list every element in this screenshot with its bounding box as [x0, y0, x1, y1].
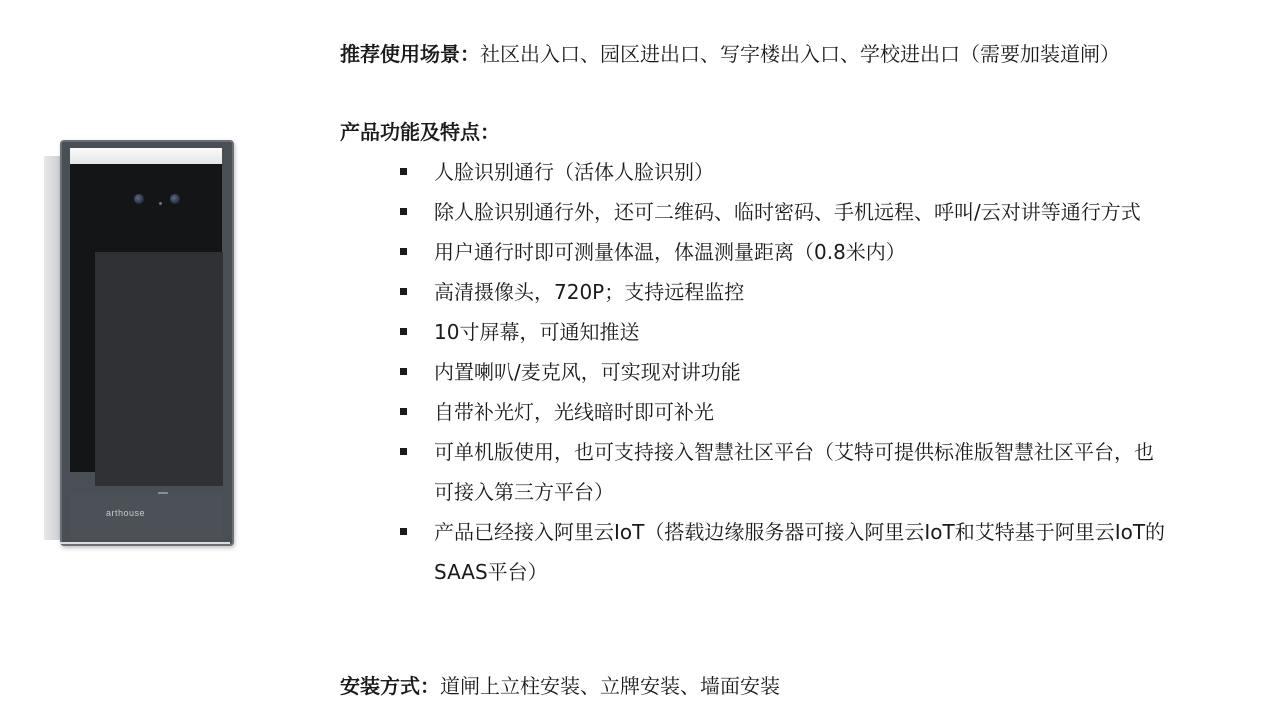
feature-item	[340, 432, 1260, 472]
feature-item	[340, 512, 1260, 552]
feature-item-text: 可单机版使用，也可支持接入智慧社区平台（艾特可提供标准版智慧社区平台，也	[434, 440, 1154, 464]
bullet-square-icon	[400, 408, 407, 415]
features-heading-text: 产品功能及特点：	[340, 120, 500, 144]
install-text: 道闸上立柱安装、立牌安装、墙面安装	[440, 674, 780, 698]
scenario-label: 推荐使用场景：	[340, 42, 480, 66]
feature-list	[340, 152, 1260, 592]
device-logo: arthouse	[106, 508, 146, 518]
feature-item-continuation	[340, 472, 1260, 512]
feature-item-text: SAAS平台）	[434, 560, 548, 584]
feature-item-text: 用户通行时即可测量体温，体温测量距离（0.8米内）	[434, 240, 906, 264]
feature-item-text: 内置喇叭/麦克风，可实现对讲功能	[434, 360, 741, 384]
feature-item-text: 高清摄像头，720P；支持远程监控	[434, 280, 745, 304]
feature-item	[340, 352, 1260, 392]
feature-item	[340, 152, 1260, 192]
bullet-square-icon	[400, 368, 407, 375]
bullet-square-icon	[400, 168, 407, 175]
feature-item-text: 人脸识别通行（活体人脸识别）	[434, 160, 714, 184]
bullet-square-icon	[400, 208, 407, 215]
feature-item-text: 自带补光灯，光线暗时即可补光	[434, 400, 714, 424]
bullet-square-icon	[400, 248, 407, 255]
microphone-icon	[159, 202, 162, 205]
device-body	[60, 140, 234, 546]
bullet-square-icon	[400, 288, 407, 295]
bullet-square-icon	[400, 448, 407, 455]
feature-item-text: 10寸屏幕，可通知推送	[434, 320, 640, 344]
feature-item-text: 除人脸识别通行外，还可二维码、临时密码、手机远程、呼叫/云对讲等通行方式	[434, 200, 1141, 224]
feature-item	[340, 392, 1260, 432]
scenario-line	[340, 34, 1120, 74]
feature-item	[340, 192, 1260, 232]
camera-icon	[134, 194, 144, 204]
bullet-square-icon	[400, 328, 407, 335]
scenario-text: 社区出入口、园区进出口、写字楼出入口、学校进出口（需要加装道闸）	[480, 42, 1120, 66]
install-label: 安装方式：	[340, 674, 440, 698]
bullet-square-icon	[400, 528, 407, 535]
feature-item-continuation	[340, 552, 1260, 592]
features-heading	[340, 112, 500, 152]
device-front-glass	[70, 164, 222, 472]
feature-item	[340, 232, 1260, 272]
feature-item	[340, 272, 1260, 312]
feature-item-text: 可接入第三方平台）	[434, 480, 614, 504]
device-bottom-edge	[60, 542, 230, 544]
feature-item-text: 产品已经接入阿里云IoT（搭载边缘服务器可接入阿里云IoT和艾特基于阿里云IoT的	[434, 520, 1166, 544]
feature-item	[340, 312, 1260, 352]
camera-icon	[170, 194, 180, 204]
install-line	[340, 666, 780, 706]
device-fill-light	[70, 148, 222, 165]
device-display	[95, 252, 223, 486]
face-recognition-terminal-image	[42, 138, 234, 546]
device-chin	[70, 494, 222, 540]
